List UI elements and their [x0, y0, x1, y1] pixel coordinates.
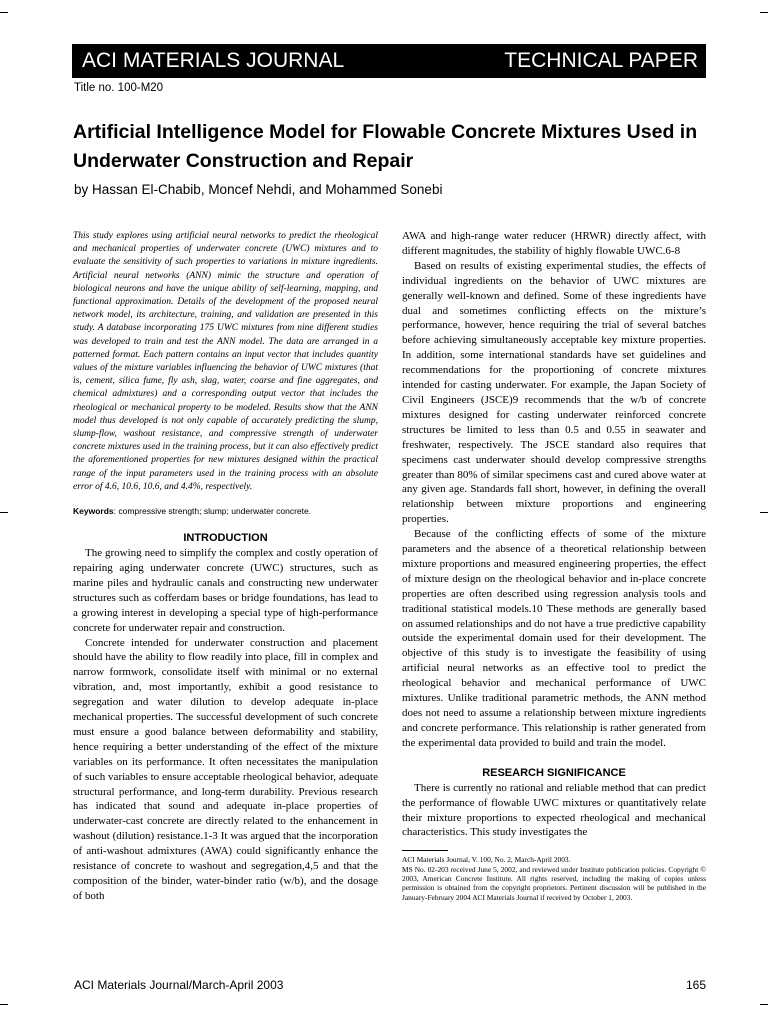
- crop-mark: [760, 12, 768, 13]
- footnote-rule: [402, 850, 448, 851]
- right-paragraph-3: Because of the conflicting effects of some of the mixture parameters and the absence of a theoretical relationship between mixture proportions and measured engineering properties, the effect of mixture design on the rheological behavior and in-place concrete properties are often described using regression analysis tools and traditional statistical models.10 These methods are generally based on assumed relationships and do not have a true predictive capability outside the experimental domain used for their development. The objective of this study is to investigate the feasibility of using artificial neural networks as an effective tool to predict the rheological behavior and mechanical performance of UWC mixtures. Unlike traditional parametric methods, the ANN method does not need to assume a relationship between mixture ingredients and concrete performance. This relationship is rather generated from the experimental data provided to build and train the model.: [402, 528, 706, 749]
- crop-mark: [0, 1004, 8, 1005]
- footer-journal: ACI Materials Journal/March-April 2003: [74, 978, 284, 992]
- introduction-heading: INTRODUCTION: [183, 532, 268, 545]
- right-paragraph-2: Based on results of existing experimental studies, the effects of individual ingredients on the behavior of UWC mixtures are generally well-known and defined. Some of these ingredients have dual and sometimes conflicting effects on the mixture’s performance, however, hence requiring the trial of several batches before achieving simultaneously acceptable key mixture properties. In addition, some international standards have set guidelines and recommendations for the proportioning of concrete mixtures intended for casting underwater. For example, the Japan Society of Civil Engineers (JSCE)9 recommends that the w/b of concrete mixtures designed for casting underwater reinforced concrete structures be limited to less than 0.5 and 0.55 in seawater and freshwater, respectively. The JSCE standard also requires that specimens cast underwater should develop compressive strengths greater than 80% of similar specimens cast and cured above water at any given age. Standards fall short, however, in defining the overall relationship between mixture proportions and engineering properties.: [402, 259, 706, 526]
- research-significance-heading: RESEARCH SIGNIFICANCE: [482, 766, 626, 779]
- right-paragraph-1: AWA and high-range water reducer (HRWR) directly affect, with different magnitudes, the stability of highly flowable UWC.6-8: [402, 230, 706, 257]
- journal-name: ACI MATERIALS JOURNAL: [82, 49, 345, 72]
- paper-type: TECHNICAL PAPER: [504, 49, 698, 72]
- journal-banner: [72, 44, 706, 78]
- keywords-list: : compressive strength; slump; underwater concrete.: [113, 506, 312, 517]
- authors: by Hassan El-Chabib, Moncef Nehdi, and Mohammed Sonebi: [74, 182, 443, 197]
- right-column: [402, 229, 706, 902]
- title-number: Title no. 100-M20: [74, 82, 164, 94]
- keywords-label: Keywords: [73, 506, 114, 517]
- intro-paragraph-1: The growing need to simplify the complex and costly operation of repairing aging underwater concrete (UWC) structures, such as marine piles and hydraulic canals and constructing new underwater structures such as cofferdam bases or bridge foundations, has lead to a growing interest in developing a special type of high-performance concrete for underwater repair and construction.: [73, 547, 378, 634]
- keywords: [73, 506, 378, 516]
- crop-mark: [760, 512, 768, 513]
- crop-mark: [760, 1004, 768, 1005]
- research-paragraph: There is currently no rational and reliable method that can predict the performance of flowable UWC mixtures or quantitatively relate their mixture proportions to expected rheological and mechanical characteristics. This study investigates the: [402, 781, 706, 839]
- left-column: [73, 230, 378, 904]
- abstract: This study explores using artificial neural networks to predict the rheological and mechanical properties of underwater concrete (UWC) mixtures and to evaluate the sensitivity of such properties to variations in mixture ingredients. Artificial neural networks (ANN) mimic the structure and operation of biological neurons and have the unique ability of self-learning, mapping, and functional approximation. Details of the development of the proposed neural network model, its architecture, training, and validation are presented in this study. A database incorporating 175 UWC mixtures from nine different studies was developed to train and test the ANN model. The data are arranged in a patterned format. Each pattern contains an input vector that includes quantity values of the mixture variables influencing the behavior of UWC mixtures (that is, cement, silica fume, fly ash, slag, water, coarse and fine aggregates, and chemical admixtures) and a corresponding output vector that includes the rheological or mechanical property to be modeled. Results show that the ANN model thus developed is not only capable of accurately predicting the slump, slump-flow, washout resistance, and compressive strength of underwater concrete mixtures used in the training process, but it can also effectively predict the aforementioned properties for new mixtures designed within the practical range of the input parameters used in the training process with an absolute error of 4.6, 10.6, 10.6, and 4.4%, respectively.: [73, 231, 378, 492]
- intro-paragraph-2: Concrete intended for underwater construction and placement should have the ability to flow readily into place, fill in complex and narrow formwork, consolidate itself with minimal or no external vibration, and, most importantly, exhibit a good resistance to segregation and water dilution to develop adequate in-place mechanical properties. The successful development of such concrete must ensure a good balance between deformability and stability, hence requiring a better understanding of the effect of the mixture variables on its performance. It often necessitates the manipulation of such variables to ensure acceptable rheological behavior, adequate structural performance, and long-term durability. Previous research has indicated that sound and adequate in-place properties of underwater-cast concrete are directly related to the enhancement in washout (dilution) resistance.1-3 It was argued that the incorporation of anti-washout admixtures (AWA) could significantly enhance the resistance of concrete to washout and segregation,4,5 and that the composition of the binder, water-binder ratio (w/b), and the dosage of both: [73, 636, 378, 902]
- crop-mark: [0, 12, 8, 13]
- crop-mark: [0, 512, 8, 513]
- page-number: 165: [685, 978, 706, 992]
- footnote-citation: ACI Materials Journal, V. 100, No. 2, March-April 2003.: [402, 855, 571, 865]
- paper-title: Artificial Intelligence Model for Flowable Concrete Mixtures Used in Underwater Construction and Repair: [73, 121, 698, 172]
- footnote-manuscript: MS No. 02-203 received June 5, 2002, and reviewed under Institute publication policies. Copyright © 2003, American Concrete Institute. All rights reserved, including the making of copies unless permission is obtained from the copyright proprietors. Pertinent discussion will be published in the January-February 2004 ACI Materials Journal if received by October 1, 2003.: [402, 864, 706, 902]
